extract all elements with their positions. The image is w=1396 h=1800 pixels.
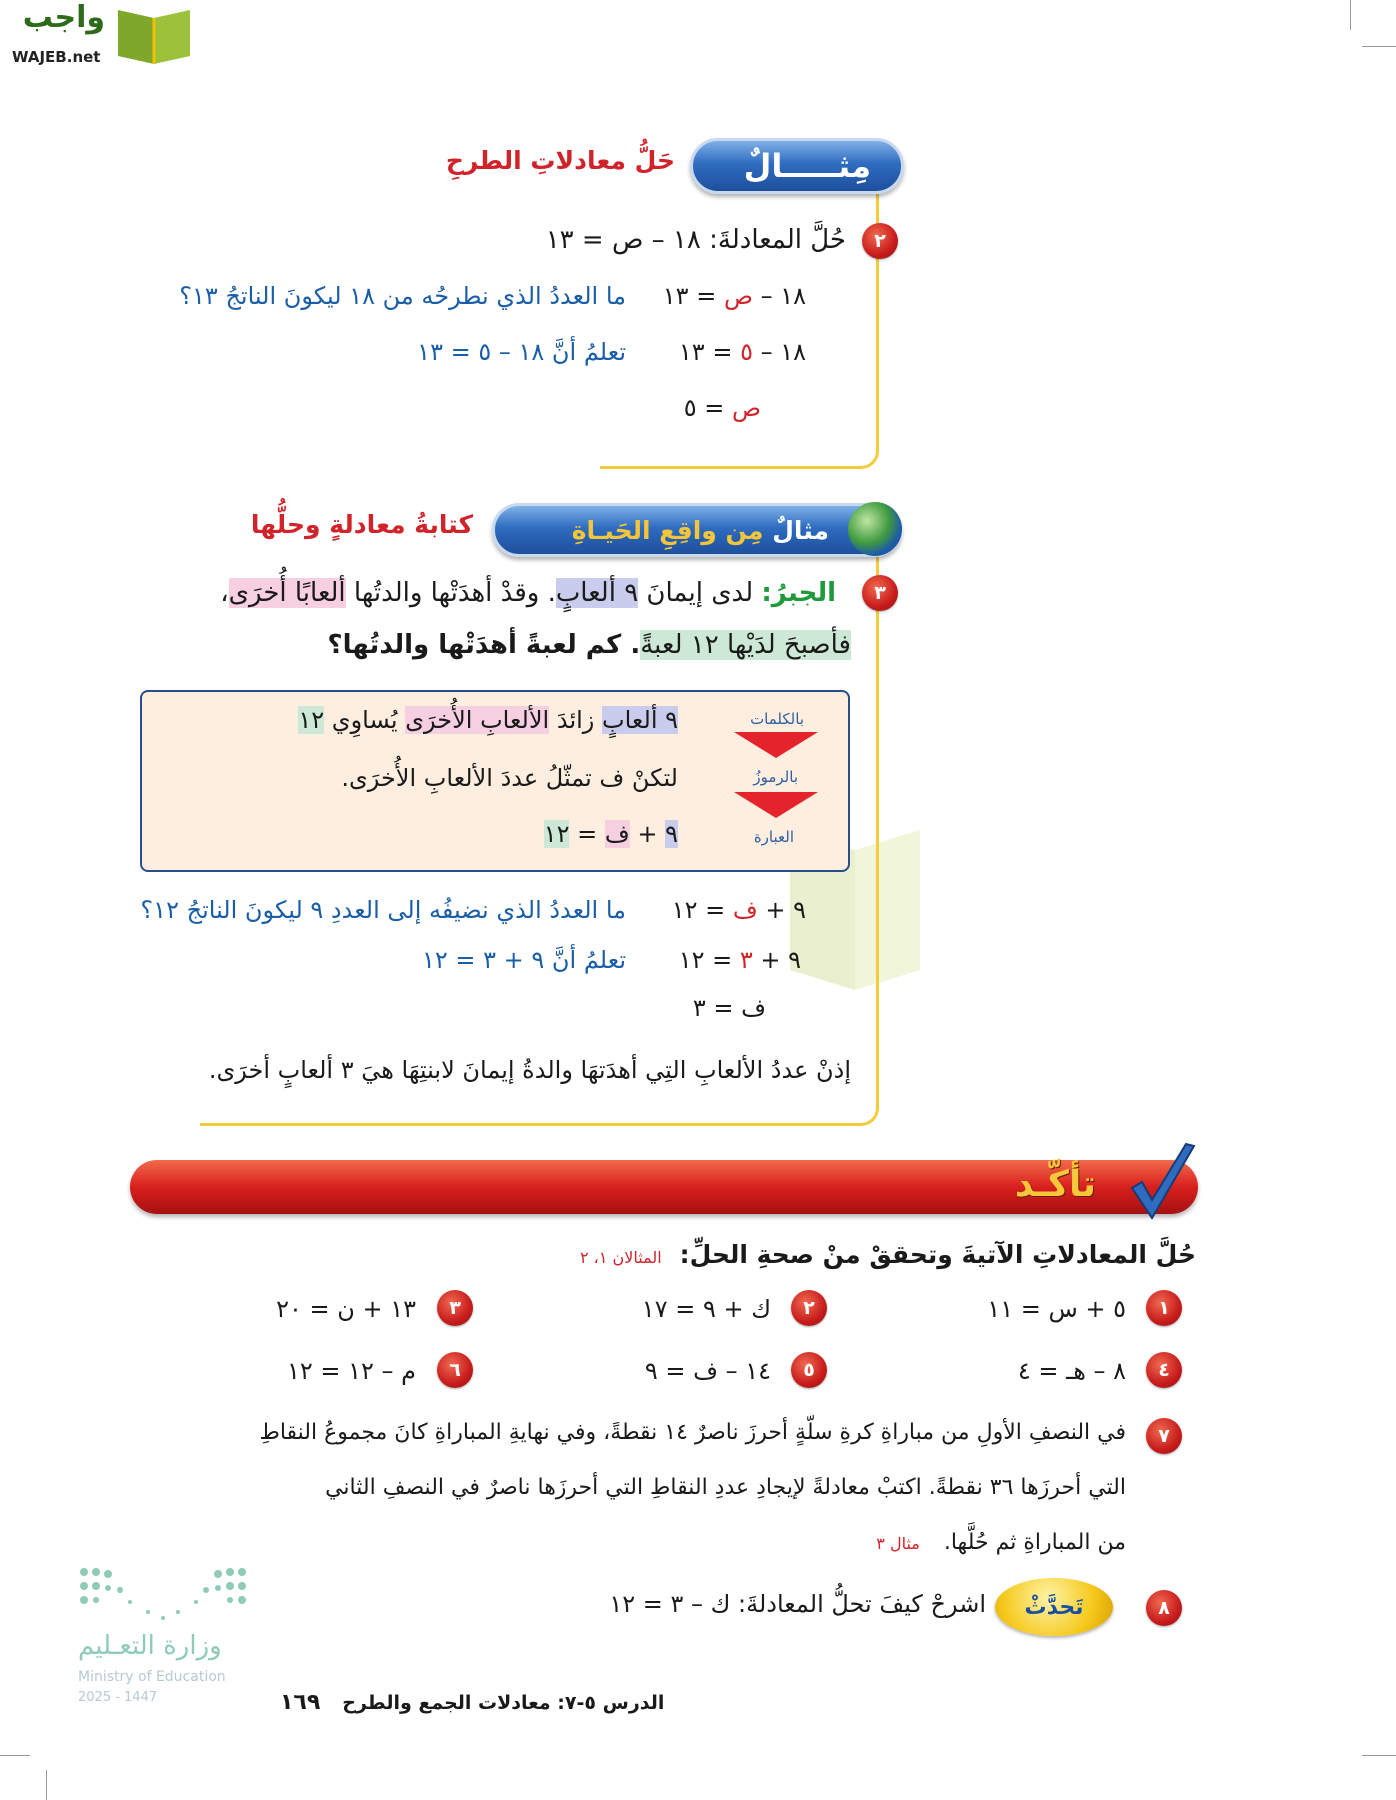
step-note: تعلمُ أنَّ ١٨ – ٥ = ١٣ (417, 338, 626, 366)
step-equation: ٩ + ٣ = ١٢ (678, 946, 801, 974)
ministry-years: 2025 - 1447 (78, 1690, 158, 1705)
q8-text: اشرحْ كيفَ تحلُّ المعادلةَ: ك – ٣ = ١٢ (609, 1590, 986, 1618)
exercise-number: ١ (1146, 1290, 1182, 1326)
label-expression: العبارة (753, 828, 794, 846)
banner-label: مِثـــــالٌ (743, 147, 871, 185)
logo-arabic: واجب (22, 0, 105, 35)
step-equation: ١٨ – ٥ = ١٣ (678, 338, 806, 366)
banner-white-label: مثالٌ (772, 515, 829, 545)
exercise-equation: ٥ + س = ١١ (987, 1295, 1126, 1323)
wajeb-logo[interactable] (8, 0, 193, 70)
page-number: ١٦٩ (280, 1690, 321, 1715)
talk-bubble (995, 1578, 1113, 1636)
example3-title: كتابةُ معادلةٍ وحلُّها (250, 510, 473, 539)
crop-mark (1362, 46, 1396, 47)
label-words: بالكلمات (750, 710, 804, 728)
example3-banner (492, 503, 902, 557)
example-number: ٣ (862, 575, 898, 611)
arrow-down-icon (734, 732, 818, 758)
step-equation: ١٨ – ص = ١٣ (662, 282, 806, 310)
q7-last-row (876, 1530, 1126, 1555)
exercise-number: ٧ (1146, 1418, 1182, 1454)
step-equation: ٩ + ف = ١٢ (671, 896, 806, 924)
step-equation: ص = ٥ (683, 394, 761, 422)
example3-conclusion: إذنْ عددُ الألعابِ التِي أهدَتهَا والدةُ إيمانَ لابنتِهَا هيَ ٣ ألعابٍ أخرَى. (208, 1056, 851, 1084)
exercise-equation: ١٣ + ن = ٢٠ (276, 1295, 416, 1323)
check-banner-label: تأكّـد (1014, 1164, 1096, 1205)
exercise-equation: ك + ٩ = ١٧ (641, 1295, 771, 1323)
footer-row (280, 1690, 664, 1715)
example3-line1: الجبرُ: لدى إيمانَ ٩ ألعابٍ. وقدْ أهدَتْها والدتُها ألعابًا أُخرَى، (220, 578, 836, 608)
book-icon (114, 8, 194, 64)
checkmark-icon (1128, 1142, 1196, 1222)
globe-icon (848, 502, 902, 556)
step-note: ما العددُ الذي نطرحُه من ١٨ ليكونَ الناتجُ ١٣؟ (179, 282, 626, 310)
example2-banner (690, 138, 904, 194)
banner-gold-label: مِن واقِعِ الحَيـاةِ (571, 515, 764, 545)
exercise-number: ٦ (437, 1352, 473, 1388)
ministry-name-en: Ministry of Education (78, 1669, 226, 1685)
exercise-equation: ١٤ – ف = ٩ (644, 1357, 771, 1385)
crop-mark (0, 1755, 30, 1756)
check-heading-ref: المثالان ١، ٢ (579, 1248, 662, 1267)
ministry-logo (78, 1566, 248, 1626)
q7-line: في النصفِ الأولِ من مباراةِ كرةِ سلّةٍ أحرزَ ناصرٌ ١٤ نقطةً، وفي نهايةِ المباراةِ كانَ مجموعُ النقاطِ (259, 1420, 1126, 1445)
words-symbols-box (140, 690, 850, 872)
q7-line: من المباراةِ ثم حُلَّها. (943, 1530, 1126, 1555)
words-line: ٩ ألعابٍ زائدَ الألعابِ الأُخرَى يُساوِي ١٢ (298, 706, 678, 734)
exercise-equation: م – ١٢ = ١٢ (286, 1357, 416, 1385)
crop-mark (1362, 1755, 1396, 1756)
check-heading-row (580, 1240, 1196, 1269)
arrow-down-icon (734, 792, 818, 818)
talk-label: تَحدَّثْ (1024, 1594, 1084, 1620)
exercise-equation: ٨ – هـ = ٤ (1017, 1357, 1126, 1385)
label-symbols: بالرموزُ (753, 768, 798, 786)
crop-mark (46, 1770, 47, 1800)
exercise-number: ٤ (1146, 1352, 1182, 1388)
q7-line: التي أحرزَها ٣٦ نقطةً. اكتبْ معادلةً لإيجادِ عددِ النقاطِ التي أحرزَها ناصرٌ في النصفِ الثاني (325, 1475, 1126, 1500)
exercise-number: ٨ (1146, 1590, 1182, 1626)
exercise-number: ٢ (791, 1290, 827, 1326)
expression-line: ٩ + ف = ١٢ (543, 820, 678, 848)
step-note: تعلمُ أنَّ ٩ + ٣ = ١٢ (421, 946, 626, 974)
step-note: ما العددُ الذي نضيفُه إلى العددِ ٩ ليكونَ الناتجُ ١٢؟ (140, 896, 626, 924)
symbols-line: لتكنْ ف تمثّلُ عددَ الألعابِ الأُخرَى. (341, 764, 678, 792)
check-heading: حُلَّ المعادلاتِ الآتيةَ وتحققْ منْ صحةِ الحلِّ: (679, 1240, 1196, 1269)
q7-ref: مثال ٣ (876, 1534, 920, 1553)
example-number: ٢ (862, 223, 898, 259)
example2-title: حَلُّ معادلاتِ الطرحِ (445, 146, 675, 175)
example3-line2: فأصبحَ لدَيْها ١٢ لعبةً. كم لعبةً أهدَتْها والدتُها؟ (327, 630, 851, 660)
step-equation: ف = ٣ (692, 994, 766, 1022)
ministry-name-ar: وزارة التعـليم (78, 1631, 222, 1661)
crop-mark (1350, 0, 1351, 30)
example2-prompt: حُلَّ المعادلةَ: ١٨ – ص = ١٣ (545, 225, 846, 255)
lesson-title: الدرس ٥-٧: معادلات الجمع والطرح (342, 1692, 665, 1714)
exercise-number: ٥ (791, 1352, 827, 1388)
logo-latin: WAJEB.net (12, 48, 101, 66)
exercise-number: ٣ (437, 1290, 473, 1326)
